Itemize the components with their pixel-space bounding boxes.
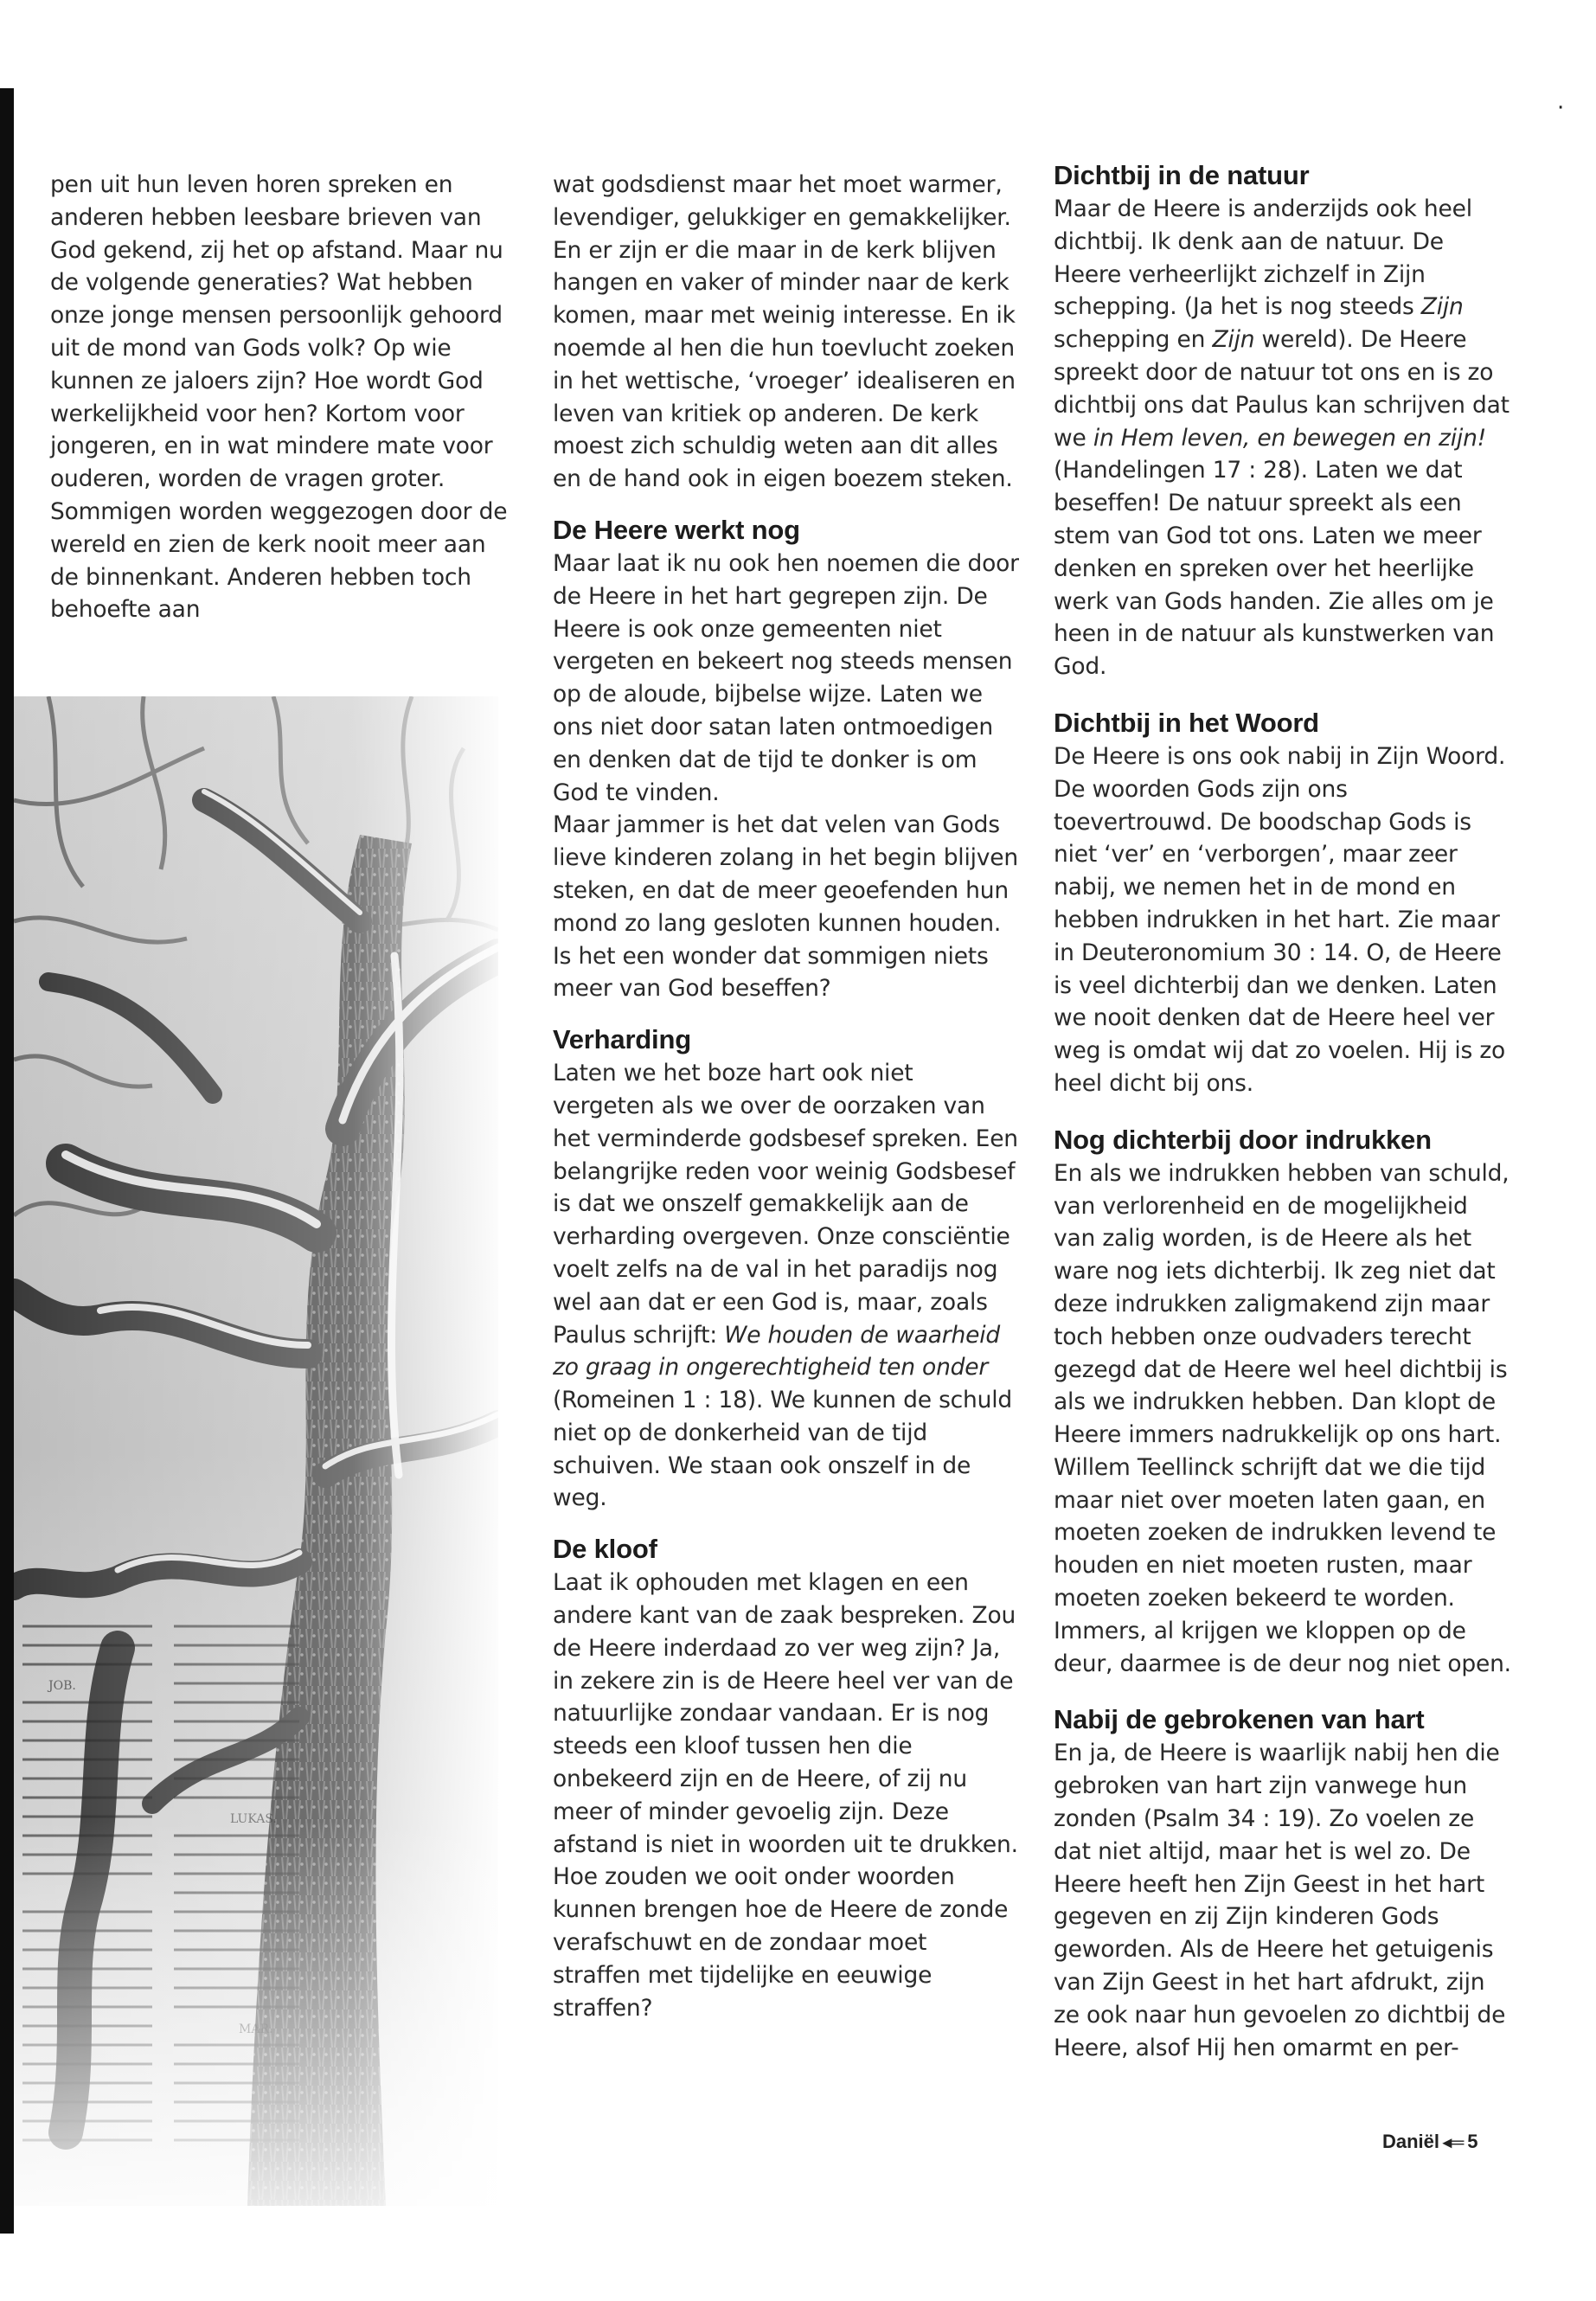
text-run: (Romeinen 1 : 18). We kunnen de schuld niet op de donkerheid van de tijd schuiven. We staan ook onszelf in de weg. [553,1387,1013,1512]
column-2 [553,169,1020,2024]
paragraph: Maar jammer is het dat velen van Gods lieve kinderen zolang in het begin blijven steken, en dat de meer geoefenden hun mond zo lang gesloten kunnen houden. Is het een wonder dat sommigen niets meer van God beseffen? [553,811,1018,1003]
page-footer [1382,2131,1478,2153]
quote-italic: We houden de waarheid zo graag in ongerechtigheid ten onder [553,1321,1000,1381]
paragraph [1054,193,1512,683]
column-3 [1054,158,1512,2064]
scan-mark: · [1557,95,1565,121]
paragraph: De Heere is ons ook nabij in Zijn Woord. De woorden Gods zijn ons toevertrouwd. De boodschap Gods is niet ‘ver’ en ‘verborgen’, maar zeer nabij, we nemen het in de mond en hebben indrukken in het hart. Zie maar in Deuteronomium 30 : 14. O, de Heere is veel dichterbij dan we denken. Laten we nooit denken dat de Heere heel ver weg is omdat wij dat zo voelen. Hij is zo heel dicht bij ons. [1054,742,1506,1097]
quote-italic: in Hem leven, en bewegen en zijn! [1093,424,1487,452]
text-run: schepping en [1054,326,1213,354]
paragraph: pen uit hun leven horen spreken en anderen hebben leesbare brieven van God gekend, zij het op afstand. Maar nu de volgende generaties? Wat hebben onze jonge mensen persoonlijk gehoord uit de mond van Gods volk? Op wie kunnen ze jaloers zijn? Hoe wordt God werkelijkheid voor hen? Kortom voor jongeren, en in wat mindere mate voor ouderen, worden de vragen groter. Sommigen worden weggezogen door de wereld en zien de kerk nooit meer aan de binnenkant. Anderen hebben toch behoefte aan [50,171,508,624]
paragraph: En ja, de Heere is waarlijk nabij hen die gebroken van hart zijn vanwege hun zonden (Psalm 34 : 19). Zo voelen ze dat niet altijd, maar het is wel zo. De Heere heeft hen Zijn Geest in het hart gegeven en zij Zijn kinderen Gods geworden. Als de Heere het getuigenis van Zijn Geest in het hart afdrukt, zijn ze ook naar hun gevoelen zo dichtbij de Heere, alsof Hij hen omarmt en per- [1054,1740,1506,2061]
paragraph: En als we indrukken hebben van schuld, van verlorenheid en de mogelijkheid van zalig worden, is de Heere als het ware nog iets dichterbij. Ik zeg niet dat deze indrukken zaligmakend zijn maar toch hebben onze oudvaders terecht gezegd dat de Heere wel heel dichtbij is als we indrukken hebben. Dan klopt de Heere immers nadrukkelijk op ons hart. Willem Teellinck schrijft dat we die tijd maar niet over moeten laten gaan, en moeten zoeken de indrukken levend te houden en niet moeten rusten, maar moeten zoeken bekeerd te worden. Immers, al krijgen we kloppen op de deur, daarmee is de deur nog niet open. [1054,1159,1511,1677]
paragraph [553,1057,1020,1515]
paragraph: wat godsdienst maar het moet warmer, levendiger, gelukkiger en gemakkelijker. En er zijn er die maar in de kerk blijven hangen en vaker of minder naar de kerk komen, maar met weinig interesse. En ik noemde al hen die hun toevlucht zoeken in het wettische, ‘vroeger’ idealiseren en leven van kritiek op anderen. De kerk moest zich schuldig weten aan dit alles en de hand ook in eigen boezem steken. [553,171,1016,493]
section-heading: Dichtbij in het Woord [1054,707,1319,738]
section-heading: Nog dichterbij door indrukken [1054,1124,1432,1155]
paragraph: Maar laat ik nu ook hen noemen die door de Heere in het hart gegrepen zijn. De Heere is ook onze gemeenten niet vergeten en bekeert nog steeds mensen op de aloude, bijbelse wijze. Laten we ons niet door satan laten ontmoedigen en denken dat de tijd te donker is om God te vinden. [553,549,1019,806]
section-heading: Nabij de gebrokenen van hart [1054,1704,1425,1735]
text-run: (Handelingen 17 : 28). Laten we dat beseffen! De natuur spreekt als een stem van God tot ons. Laten we meer denken en spreken over het heerlijke werk van Gods handen. Zie alles om je heen in de natuur als kunstwerken van God. [1054,457,1495,681]
text-run: Laten we het boze hart ook niet vergeten als we over de oorzaken van het verminderde godsbesef spreken. Een belangrijke reden voor weinig Godsbesef is dat we onszelf gemakkelijk aan de verharding overgeven. Onze consciëntie voelt zelfs na de val in het paradijs nog wel aan dat er een God is, maar, zoals Paulus schrijft: [553,1060,1018,1349]
page-number: 5 [1467,2131,1478,2152]
section-heading: Dichtbij in de natuur [1054,160,1310,190]
italic-run: Zijn [1420,293,1464,321]
tree-illustration [14,696,498,2206]
text-run: wereld). De Heere spreekt door de natuur tot ons en is zo dichtbij ons dat Paulus kan schrijven dat we [1054,326,1509,452]
section-heading: Verharding [553,1024,691,1055]
page-edge-shadow [0,88,14,2234]
paragraph: Laat ik ophouden met klagen en een andere kant van de zaak bespreken. Zou de Heere inderdaad zo ver weg zijn? Ja, in zekere zin is de Heere heel ver van de natuurlijke zondaar vandaan. Er is nog steeds een kloof tussen hen die onbekeerd zijn en de Heere, of zij nu meer of minder gevoelig zijn. Deze afstand is niet in woorden uit te drukken. Hoe zouden we ooit onder woorden kunnen brengen hoe de Heere de zonde verafschuwt en de zondaar moet straffen met tijdelijke en eeuwige straffen? [553,1569,1018,2022]
arrow-icon: ◂═ [1443,2133,1465,2152]
column-1 [50,169,509,626]
section-heading: De kloof [553,1534,657,1565]
tree-photo [14,696,498,2206]
magazine-name: Daniël [1382,2131,1440,2152]
italic-run: Zijn [1212,326,1255,354]
text-run: Maar de Heere is anderzijds ook heel dichtbij. Ik denk aan de natuur. De Heere verheerlijkt zichzelf in Zijn schepping. (Ja het is nog steeds [1054,195,1472,321]
section-heading: De Heere werkt nog [553,514,800,545]
